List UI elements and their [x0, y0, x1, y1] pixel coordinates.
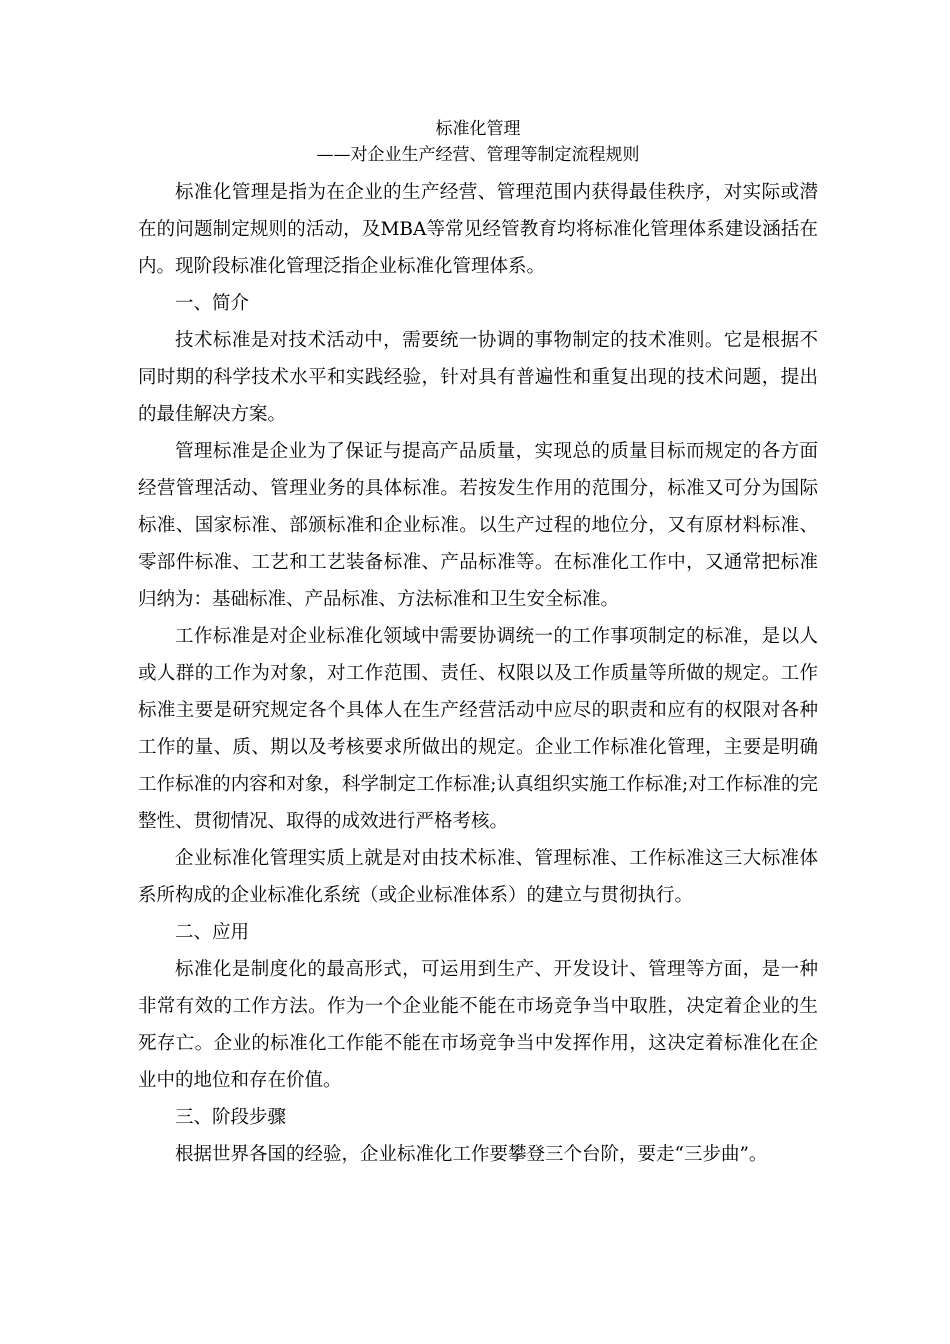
- management-standard-paragraph: 管理标准是企业为了保证与提高产品质量，实现总的质量目标而规定的各方面经营管理活动、管理业务的具体标准。若按发生作用的范围分，标准又可分为国际标准、国家标准、部颁标准和企业标准。以生产过程的地位分，又有原材料标准、零部件标准、工艺和工艺装备标准、产品标准等。在标准化工作中，又通常把标准归纳为：基础标准、产品标准、方法标准和卫生安全标准。: [138, 441, 818, 610]
- steps-paragraph: 根据世界各国的经验，企业标准化工作要攀登三个台阶，要走“三步曲”。: [175, 1144, 768, 1165]
- document-title: 标准化管理: [435, 119, 521, 139]
- work-standard-paragraph: 工作标准是对企业标准化领域中需要协调统一的工作事项制定的标准，是以人或人群的工作为对象，对工作范围、责任、权限以及工作质量等所做的规定。工作标准主要是研究规定各个具体人在生产经营活动中应尽的职责和应有的权限对各种工作的量、质、期以及考核要求所做出的规定。企业工作标准化管理，主要是明确工作标准的内容和对象，科学制定工作标准;认真组织实施工作标准;对工作标准的完整性、贯彻情况、取得的成效进行严格考核。: [138, 626, 818, 832]
- section-heading-intro: 一、简介: [175, 293, 250, 314]
- summary-paragraph: 企业标准化管理实质上就是对由技术标准、管理标准、工作标准这三大标准体系所构成的企业标准化系统（或企业标准体系）的建立与贯彻执行。: [138, 848, 818, 906]
- intro-paragraph: 标准化管理是指为在企业的生产经营、管理范围内获得最佳秩序，对实际或潜在的问题制定规则的活动，及MBA等常见经管教育均将标准化管理体系建设涵括在内。现阶段标准化管理泛指企业标准化管理体系。: [138, 182, 818, 277]
- document-page: [138, 116, 818, 1173]
- section-heading-application: 二、应用: [175, 922, 250, 943]
- application-paragraph: 标准化是制度化的最高形式，可运用到生产、开发设计、管理等方面，是一种非常有效的工作方法。作为一个企业能不能在市场竞争当中取胜，决定着企业的生死存亡。企业的标准化工作能不能在市场竞争当中发挥作用，这决定着标准化在企业中的地位和存在价值。: [138, 959, 818, 1091]
- document-subtitle: ——对企业生产经营、管理等制定流程规则: [316, 145, 640, 165]
- technical-standard-paragraph: 技术标准是对技术活动中，需要统一协调的事物制定的技术准则。它是根据不同时期的科学技术水平和实践经验，针对具有普遍性和重复出现的技术问题，提出的最佳解决方案。: [138, 330, 818, 425]
- section-heading-steps: 三、阶段步骤: [175, 1107, 287, 1128]
